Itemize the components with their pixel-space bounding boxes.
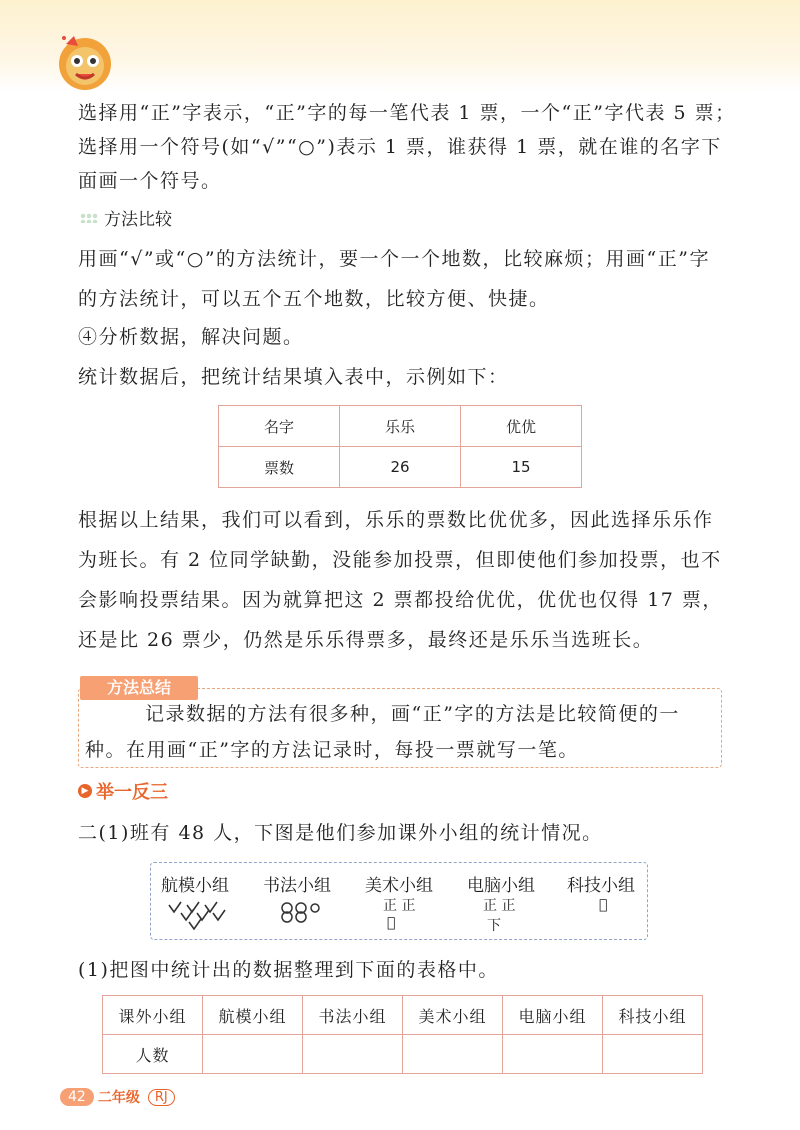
para-line: 面画一个符号。	[78, 170, 222, 192]
summary-line: 记录数据的方法有很多种，画“正”字的方法是比较简便的一	[145, 703, 680, 725]
compare-line: 用画“√”或“○”的方法统计，要一个一个地数，比较麻烦；用画“正”字	[78, 248, 710, 270]
page-footer	[60, 1087, 175, 1107]
table-cell: 票数	[219, 447, 340, 488]
fill-table	[102, 995, 703, 1074]
zheng-tally: 正 正 𠀆	[383, 898, 416, 931]
table-cell: 美术小组	[403, 996, 503, 1035]
compare-line: 的方法统计，可以五个五个地数，比较方便、快捷。	[78, 288, 550, 310]
table-cell: 名字	[219, 406, 340, 447]
table-cell: 课外小组	[103, 996, 203, 1035]
table-cell: 航模小组	[203, 996, 303, 1035]
answer-cell[interactable]	[303, 1035, 403, 1074]
summary-box	[78, 688, 722, 768]
check-tally-icon	[167, 899, 231, 933]
question-line: 二(1)班有 48 人，下图是他们参加课外小组的统计情况。	[78, 822, 603, 844]
summary-line: 种。在用画“正”字的方法记录时，每投一票就写一笔。	[85, 739, 579, 761]
page-number: 42	[60, 1088, 94, 1106]
group-name: 书法小组	[263, 876, 331, 896]
edition-label: RJ	[148, 1089, 175, 1106]
conclusion-line: 为班长。有 2 位同学缺勤，没能参加投票，但即使他们参加投票，也不	[78, 549, 722, 571]
play-icon: ▶	[78, 784, 92, 798]
table-cell: 书法小组	[303, 996, 403, 1035]
answer-cell[interactable]	[403, 1035, 503, 1074]
answer-cell[interactable]	[603, 1035, 703, 1074]
result-table	[218, 405, 582, 488]
zheng-tally: 正 正 下	[483, 898, 516, 934]
conclusion-line: 还是比 26 票少，仍然是乐乐得票多，最终还是乐乐当选班长。	[78, 629, 654, 651]
answer-cell[interactable]	[503, 1035, 603, 1074]
mascot-icon	[52, 28, 118, 94]
grade-label: 二年级	[97, 1090, 140, 1106]
group-name: 美术小组	[365, 876, 433, 896]
para-line: 选择用“正”字表示，“正”字的每一笔代表 1 票，一个“正”字代表 5 票；	[78, 102, 736, 124]
table-cell: 乐乐	[340, 406, 461, 447]
dots-icon	[80, 213, 98, 223]
sub-question: (1)把图中统计出的数据整理到下面的表格中。	[78, 959, 499, 981]
group-name: 电脑小组	[467, 876, 535, 896]
table-cell: 26	[340, 447, 461, 488]
para-line: 选择用一个符号(如“√”“○”)表示 1 票，谁获得 1 票，就在谁的名字下	[78, 136, 722, 158]
table-cell: 人数	[103, 1035, 203, 1074]
groups-box	[150, 862, 648, 940]
step4-line: ④分析数据，解决问题。	[78, 326, 304, 348]
practice-heading: ▶ 举一反三	[78, 778, 168, 804]
table-cell: 电脑小组	[503, 996, 603, 1035]
conclusion-line: 根据以上结果，我们可以看到，乐乐的票数比优优多，因此选择乐乐作	[78, 509, 714, 531]
conclusion-line: 会影响投票结果。因为就算把这 2 票都投给优优，优优也仅得 17 票，	[78, 589, 723, 611]
circle-tally-icon	[279, 901, 331, 923]
table-cell: 优优	[461, 406, 582, 447]
zheng-tally: 𠀆	[599, 897, 608, 913]
group-name: 航模小组	[161, 876, 229, 896]
header-band	[0, 0, 800, 92]
table-cell: 科技小组	[603, 996, 703, 1035]
answer-cell[interactable]	[203, 1035, 303, 1074]
summary-tag: 方法总结	[80, 676, 198, 700]
intro-line: 统计数据后，把统计结果填入表中，示例如下：	[78, 366, 509, 388]
method-compare-heading: 方法比较	[80, 205, 172, 230]
table-cell: 15	[461, 447, 582, 488]
group-name: 科技小组	[567, 876, 635, 896]
